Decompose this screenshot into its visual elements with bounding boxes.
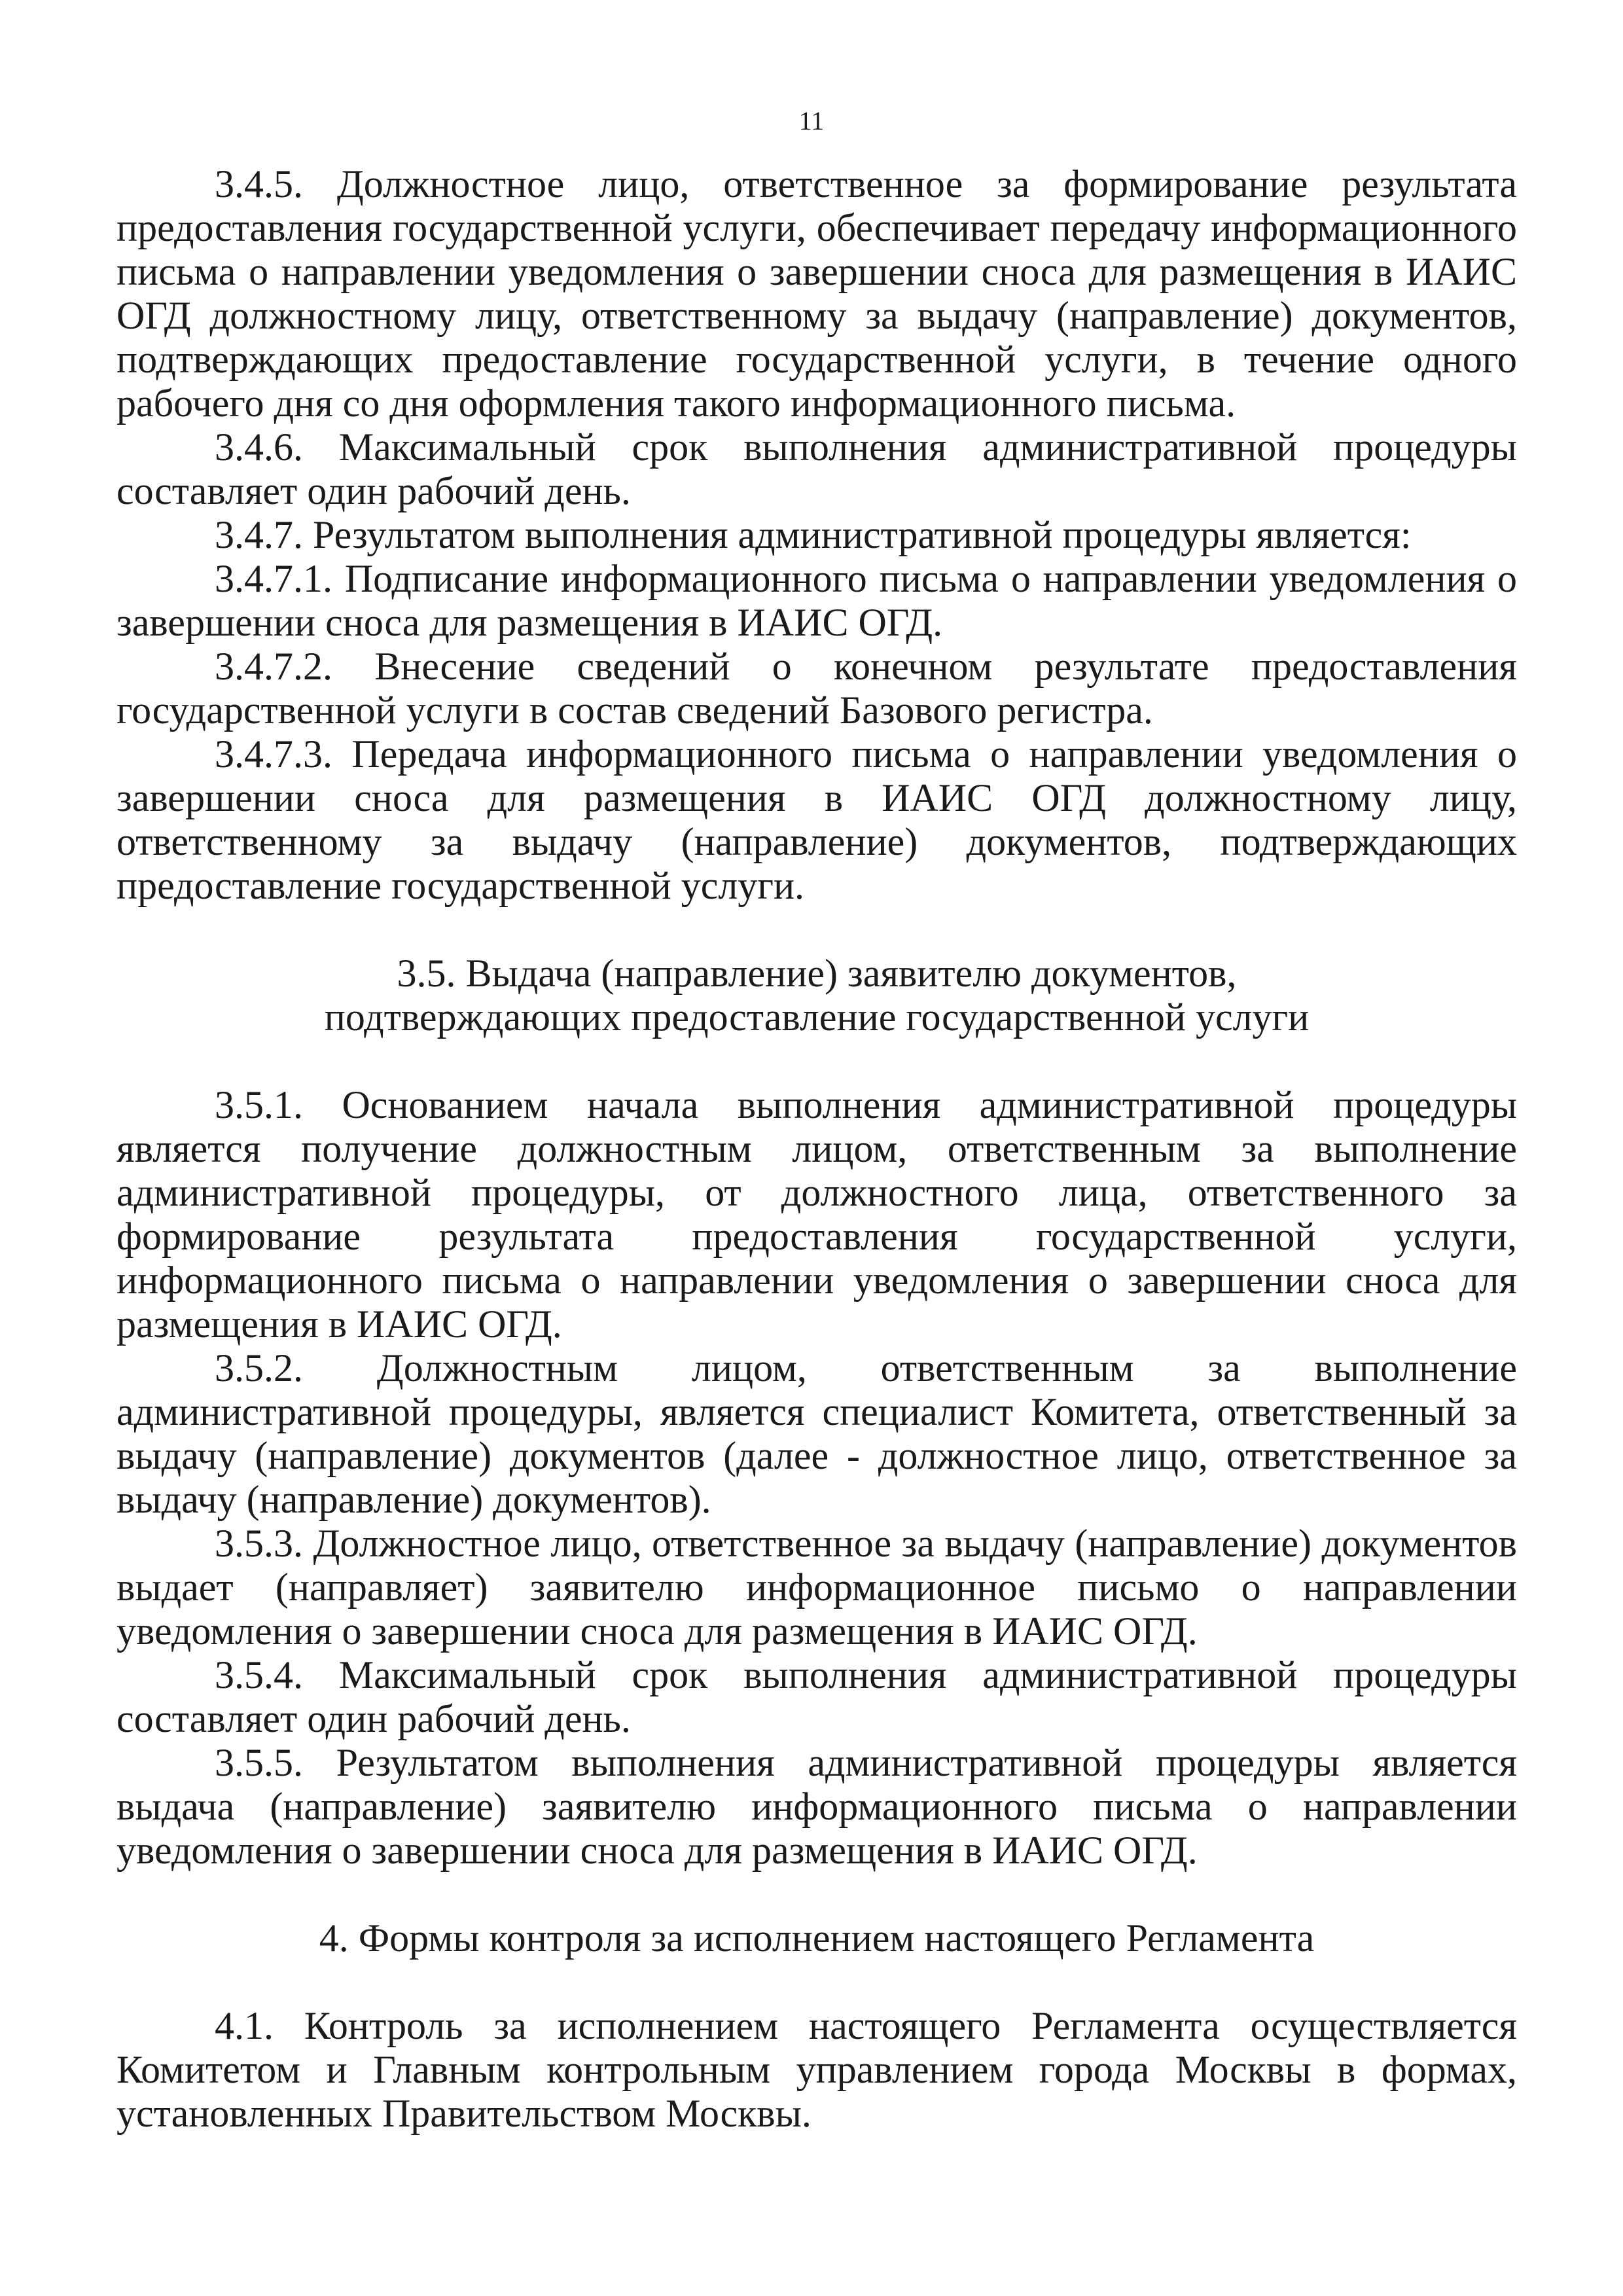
section-3-5-heading-line2: подтверждающих предоставление государственной услуги (324, 996, 1310, 1039)
paragraph-3-5-5: 3.5.5. Результатом выполнения административной процедуры является выдача (направление) заявителю информационного письма о направлении уведомления о завершении сноса для размещения в ИАИС ОГД. (116, 1741, 1517, 1872)
section-3-5-body (116, 1083, 1517, 1873)
paragraph-4-1: 4.1. Контроль за исполнением настоящего Регламента осуществляется Комитетом и Главным контрольным управлением города Москвы в формах, установленных Правительством Москвы. (116, 2004, 1517, 2135)
section-3-5-heading (116, 952, 1517, 1039)
paragraph-3-4-7-1: 3.4.7.1. Подписание информационного письма о направлении уведомления о завершении сноса для размещения в ИАИС ОГД. (116, 557, 1517, 644)
paragraph-3-5-3: 3.5.3. Должностное лицо, ответственное за выдачу (направление) документов выдает (направляет) заявителю информационное письмо о направлении уведомления о завершении сноса для размещения в ИАИС ОГД. (116, 1522, 1517, 1653)
section-3-5-heading-line1: 3.5. Выдача (направление) заявителю документов, (397, 952, 1237, 995)
paragraph-3-5-4: 3.5.4. Максимальный срок выполнения административной процедуры составляет один рабочий день. (116, 1653, 1517, 1740)
document-body (116, 162, 1517, 2136)
paragraph-3-4-5: 3.4.5. Должностное лицо, ответственное за формирование результата предоставления государственной услуги, обеспечивает передачу информационного письма о направлении уведомления о завершении сноса для размещения в ИАИС ОГД должностному лицу, ответственному за выдачу (направление) документов, подтверждающих предоставление государственной услуги, в течение одного рабочего дня со дня оформления такого информационного письма. (116, 162, 1517, 425)
paragraph-3-4-7-2: 3.4.7.2. Внесение сведений о конечном результате предоставления государственной услуги в состав сведений Базового регистра. (116, 645, 1517, 732)
section-4-body (116, 2004, 1517, 2136)
paragraph-3-5-1: 3.5.1. Основанием начала выполнения административной процедуры является получение должностным лицом, ответственным за выполнение административной процедуры, от должностного лица, ответственного за формирование результата предоставления государственной услуги, информационного письма о направлении уведомления о завершении сноса для размещения в ИАИС ОГД. (116, 1083, 1517, 1346)
paragraph-3-5-2: 3.5.2. Должностным лицом, ответственным за выполнение административной процедуры, является специалист Комитета, ответственный за выдачу (направление) документов (далее - должностное лицо, ответственное за выдачу (направление) документов). (116, 1346, 1517, 1521)
paragraph-3-4-7: 3.4.7. Результатом выполнения административной процедуры является: (215, 513, 1412, 556)
paragraph-3-4-7-3: 3.4.7.3. Передача информационного письма о направлении уведомления о завершении сноса для размещения в ИАИС ОГД должностному лицу, ответственному за выдачу (направление) документов, подтверждающих предоставление государственной услуги. (116, 732, 1517, 907)
page-number: 11 (798, 106, 825, 135)
section-4-heading: 4. Формы контроля за исполнением настоящего Регламента (319, 1916, 1315, 1960)
paragraph-3-4-6: 3.4.6. Максимальный срок выполнения административной процедуры составляет один рабочий день. (116, 425, 1517, 512)
